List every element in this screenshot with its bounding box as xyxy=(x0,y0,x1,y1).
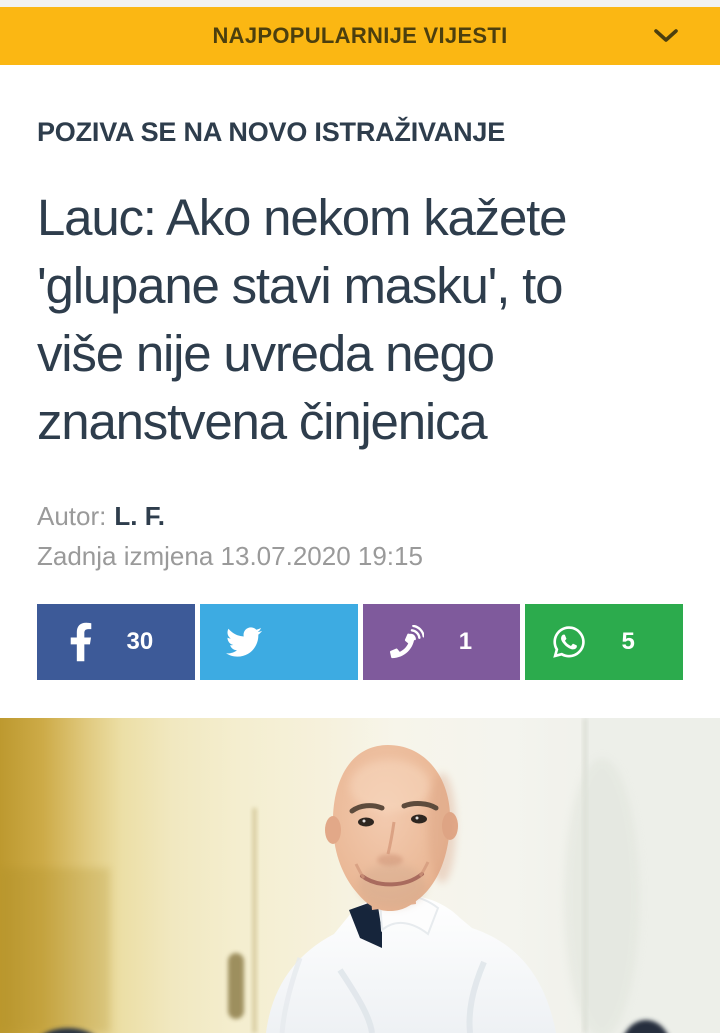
headline-line: više nije uvreda nego xyxy=(37,325,494,382)
author-label: Autor: xyxy=(37,501,107,531)
article-meta xyxy=(37,496,683,576)
facebook-share-count: 30 xyxy=(126,628,154,655)
share-facebook-button[interactable] xyxy=(37,604,195,680)
headline-line: Lauc: Ako nekom kažete xyxy=(37,189,567,246)
top-strip xyxy=(0,0,720,7)
twitter-icon xyxy=(226,624,262,660)
popular-news-banner-label: NAJPOPULARNIJE VIJESTI xyxy=(212,23,508,48)
headline-line: znanstvena činjenica xyxy=(37,393,487,450)
facebook-icon xyxy=(63,624,99,660)
chevron-down-icon xyxy=(652,22,680,50)
author-line xyxy=(37,496,683,536)
viber-icon xyxy=(389,624,425,660)
viber-share-count: 1 xyxy=(458,628,473,655)
share-whatsapp-button[interactable] xyxy=(525,604,683,680)
article-header xyxy=(0,117,720,680)
headline-line: 'glupane stavi masku', to xyxy=(37,257,563,314)
share-twitter-button[interactable] xyxy=(200,604,358,680)
last-updated: Zadnja izmjena 13.07.2020 19:15 xyxy=(37,541,423,571)
share-viber-button[interactable] xyxy=(363,604,521,680)
article-headline xyxy=(37,184,683,456)
author-name: L. F. xyxy=(114,501,165,531)
article-image xyxy=(0,718,720,1033)
share-bar xyxy=(37,604,683,680)
article-kicker: POZIVA SE NA NOVO ISTRAŽIVANJE xyxy=(37,117,506,147)
whatsapp-icon xyxy=(551,624,587,660)
whatsapp-share-count: 5 xyxy=(621,628,635,655)
popular-news-banner[interactable] xyxy=(0,7,720,65)
